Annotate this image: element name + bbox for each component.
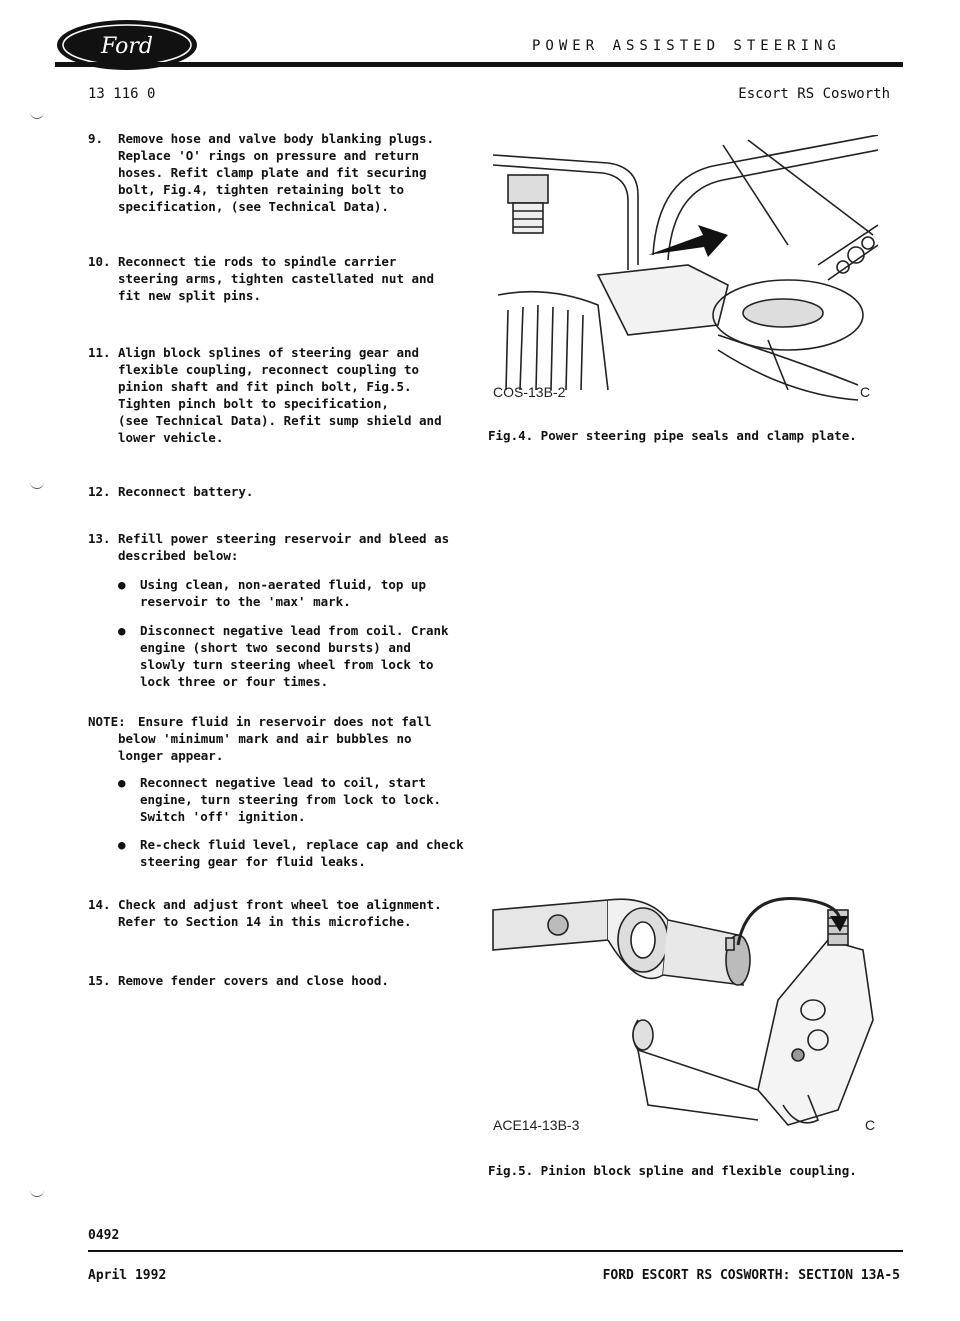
bullet-text: Re-check fluid level, replace cap and check steering gear for fluid leaks. <box>140 837 464 869</box>
step-item <box>88 130 478 215</box>
bullet-item <box>118 774 488 825</box>
logo-text: Ford <box>101 34 153 59</box>
footer-rule <box>88 1250 903 1252</box>
step-text: Remove fender covers and close hood. <box>118 973 389 988</box>
step-item <box>88 530 478 564</box>
figure-5-corner: C <box>865 1117 876 1133</box>
margin-mark <box>30 112 44 119</box>
step-item <box>88 972 478 989</box>
footer-code: 0492 <box>88 1228 120 1243</box>
step-item <box>88 483 478 500</box>
step-number: 14. <box>88 897 111 912</box>
figure-4-corner: C <box>860 384 871 400</box>
note-label: NOTE: <box>88 714 126 729</box>
step-item <box>88 896 478 930</box>
step-text: Check and adjust front wheel toe alignment. Refer to Section 14 in this microfiche. <box>118 897 442 929</box>
step-number: 13. <box>88 531 111 546</box>
note-block <box>88 713 478 764</box>
step-number: 9. <box>88 131 104 146</box>
step-number: 15. <box>88 973 111 988</box>
margin-mark <box>30 482 44 489</box>
bullet-icon: ● <box>118 623 126 638</box>
doc-code: 13 116 0 <box>88 86 156 102</box>
bullet-text: Reconnect negative lead to coil, start engine, turn steering from lock to lock. Switch 'off' ignition. <box>140 775 442 824</box>
step-number: 12. <box>88 484 111 499</box>
margin-mark <box>30 1190 44 1197</box>
figure-5-illustration <box>488 880 878 1135</box>
bullet-item <box>118 836 488 870</box>
bullet-text: Using clean, non-aerated fluid, top up reservoir to the 'max' mark. <box>140 577 426 609</box>
step-text: Align block splines of steering gear and flexible coupling, reconnect coupling to pinion shaft and fit pinch bolt, Fig.5. Tighten pinch bolt to specification, (see Technical Data). Refit sump shield and lower vehicle. <box>118 345 442 445</box>
bullet-item <box>118 622 488 690</box>
bullet-text: Disconnect negative lead from coil. Crank engine (short two second bursts) and slowly turn steering wheel from lock to lock three or four times. <box>140 623 449 689</box>
footer-section: FORD ESCORT RS COSWORTH: SECTION 13A-5 <box>602 1268 900 1283</box>
header-rule <box>55 62 903 67</box>
page-title: POWER ASSISTED STEERING <box>532 38 841 54</box>
step-number: 11. <box>88 345 111 360</box>
figure-4 <box>488 135 878 443</box>
note-text-continued: below 'minimum' mark and air bubbles no longer appear. <box>118 731 412 763</box>
bullet-icon: ● <box>118 577 126 592</box>
footer-date: April 1992 <box>88 1268 167 1283</box>
step-item <box>88 344 478 446</box>
figure-5 <box>488 880 878 1200</box>
figure-5-code: ACE14-13B-3 <box>493 1117 580 1133</box>
bullet-item <box>118 576 488 610</box>
figure-4-caption: Fig.4. Power steering pipe seals and clamp plate. <box>488 428 857 443</box>
step-text: Reconnect tie rods to spindle carrier steering arms, tighten castellated nut and fit new split pins. <box>118 254 435 303</box>
step-text: Reconnect battery. <box>118 484 254 499</box>
step-text: Remove hose and valve body blanking plugs. Replace 'O' rings on pressure and return hoses. Refit clamp plate and fit securing bolt, Fig.4, tighten retaining bolt to specification, (see Technical Data). <box>118 131 435 214</box>
step-text: Refill power steering reservoir and bleed as described below: <box>118 531 450 563</box>
figure-4-code: COS-13B-2 <box>493 384 566 400</box>
vehicle-name: Escort RS Cosworth <box>738 86 890 102</box>
figure-4-illustration <box>488 135 878 410</box>
step-item <box>88 253 478 304</box>
note-text: Ensure fluid in reservoir does not fall <box>138 714 432 729</box>
bullet-icon: ● <box>118 837 126 852</box>
figure-5-caption: Fig.5. Pinion block spline and flexible coupling. <box>488 1163 857 1178</box>
bullet-icon: ● <box>118 775 126 790</box>
step-number: 10. <box>88 254 111 269</box>
